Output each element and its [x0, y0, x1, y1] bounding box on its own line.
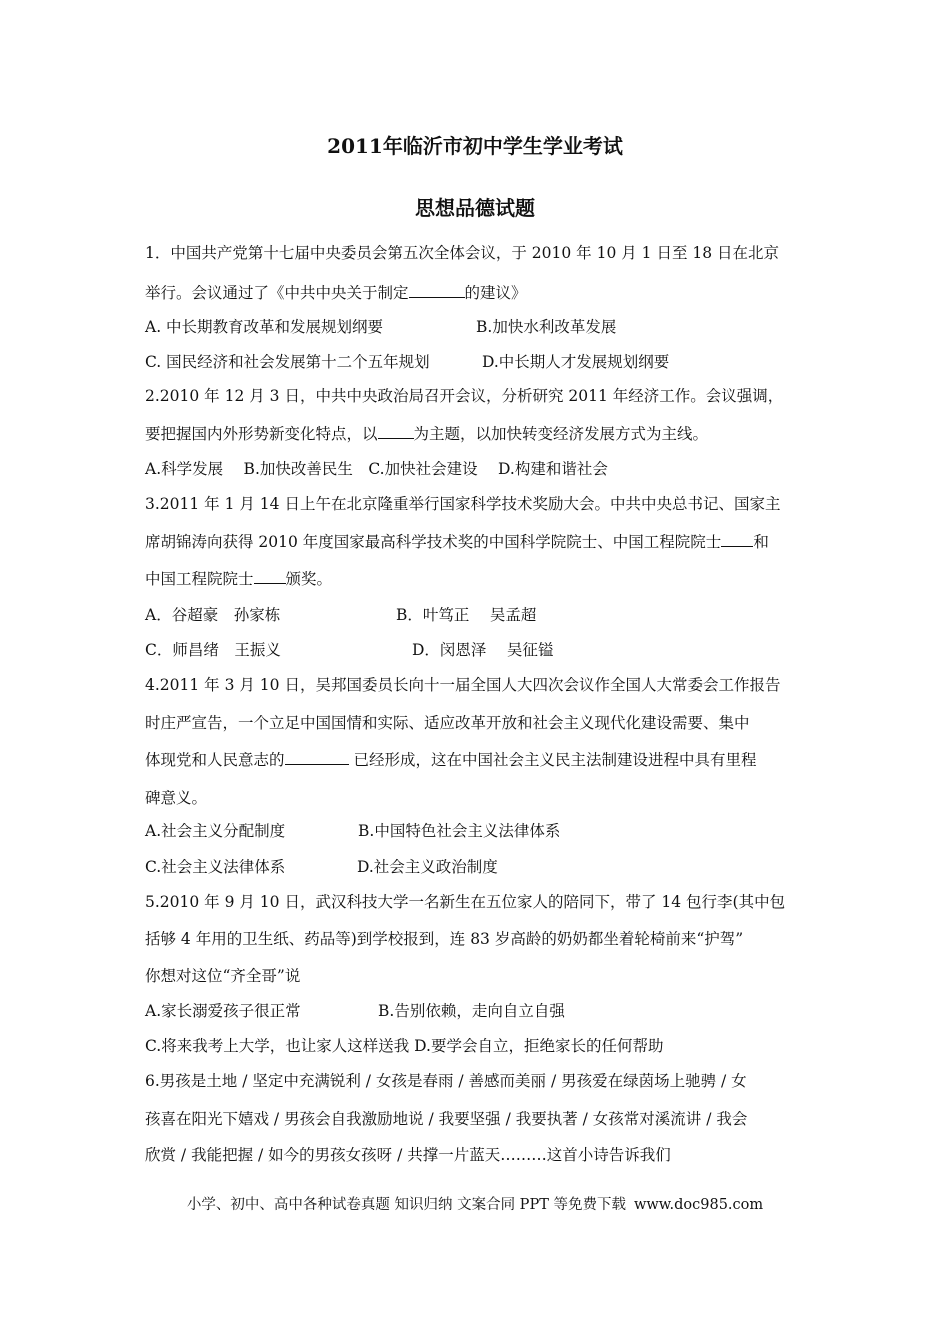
q6-line-1: 6.男孩是土地 / 坚定中充满锐利 / 女孩是春雨 / 善感而美丽 / 男孩爱在绿茵场上驰骋 / 女	[145, 1072, 747, 1090]
page-footer	[0, 1193, 950, 1214]
q1-option-b: B.加快水利改革发展	[476, 318, 617, 336]
q4-line-3-pre: 体现党和人民意志的	[145, 751, 285, 769]
q3-line-3-post: 颁奖。	[285, 570, 333, 588]
q5-option-b: B.告别依赖，走向自立自强	[378, 1002, 565, 1020]
q4-line-2: 时庄严宣告，一个立足中国国情和实际、适应改革开放和社会主义现代化建设需要、集中	[145, 714, 750, 732]
q3-option-c: C．师昌绪 王振义	[145, 641, 281, 659]
q4-option-a: A.社会主义分配制度	[145, 822, 286, 840]
q5-line-1: 5.2010 年 9 月 10 日，武汉科技大学一名新生在五位家人的陪同下，带了 14 包行李(其中包	[145, 893, 786, 911]
q1-option-a: A. 中长期教育改革和发展规划纲要	[145, 318, 384, 336]
q1-line-2-pre: 举行。会议通过了《中共中央关于制定	[145, 284, 409, 302]
q3-option-a: A．谷超豪 孙家栋	[145, 606, 281, 624]
q5-line-2: 括够 4 年用的卫生纸、药品等)到学校报到，连 83 岁高龄的奶奶都坐着轮椅前来“护驾”	[145, 930, 744, 948]
q4-line-3-post: 已经形成，这在中国社会主义民主法制建设进程中具有里程	[348, 751, 757, 769]
q2-options: A.科学发展 B.加快改善民生 C.加快社会建设 D.构建和谐社会	[145, 460, 608, 478]
q1-option-d: D.中长期人才发展规划纲要	[482, 353, 670, 371]
q6-line-3: 欣赏 / 我能把握 / 如今的男孩女孩呀 / 共撑一片蓝天………这首小诗告诉我们	[145, 1146, 671, 1164]
q4-line-4: 碑意义。	[145, 789, 208, 807]
q4-option-b: B.中国特色社会主义法律体系	[358, 822, 561, 840]
q4-line-1: 4.2011 年 3 月 10 日，吴邦国委员长向十一届全国人大四次会议作全国人大常委会工作报告	[145, 676, 781, 694]
q1-option-c: C. 国民经济和社会发展第十二个五年规划	[145, 353, 430, 371]
q1-line-2	[145, 283, 527, 303]
q3-line-2-post: 和	[753, 533, 769, 551]
q2-line-2-post: 为主题，以加快转变经济发展方式为主线。	[413, 425, 709, 443]
page-subtitle: 思想品德试题	[415, 196, 535, 220]
footer-url[interactable]: www.doc985.com	[633, 1197, 764, 1213]
footer-text: 小学、初中、高中各种试卷真题 知识归纳 文案合同 PPT 等免费下载	[186, 1197, 626, 1213]
q4-option-d: D.社会主义政治制度	[357, 858, 498, 876]
q6-line-2: 孩喜在阳光下嬉戏 / 男孩会自我激励地说 / 我要坚强 / 我要执著 / 女孩常对溪流讲 / 我会	[145, 1110, 748, 1128]
q5-option-a: A.家长溺爱孩子很正常	[145, 1002, 301, 1020]
q5-options-cd: C.将来我考上大学，也让家人这样送我 D.要学会自立，拒绝家长的任何帮助	[145, 1037, 664, 1055]
q5-line-3: 你想对这位“齐全哥”说	[145, 967, 301, 985]
answer-blank	[254, 569, 286, 584]
q3-option-b: B．叶笃正 吴孟超	[396, 606, 537, 624]
q3-line-3-pre: 中国工程院院士	[145, 570, 254, 588]
q2-line-2-pre: 要把握国内外形势新变化特点，以	[145, 425, 378, 443]
q4-line-3	[145, 750, 756, 770]
page-title: 2011年临沂市初中学生学业考试	[327, 134, 623, 158]
answer-blank	[378, 424, 414, 439]
answer-blank	[409, 283, 465, 298]
q3-line-1: 3.2011 年 1 月 14 日上午在北京隆重举行国家科学技术奖励大会。中共中央总书记、国家主	[145, 495, 781, 513]
answer-blank	[285, 750, 349, 765]
q2-line-1: 2.2010 年 12 月 3 日，中共中央政治局召开会议，分析研究 2011 年经济工作。会议强调，	[145, 387, 784, 405]
q3-option-d: D．闵恩泽 吴征镒	[412, 641, 554, 659]
q3-line-2-pre: 席胡锦涛向获得 2010 年度国家最高科学技术奖的中国科学院院士、中国工程院院士	[145, 533, 722, 551]
q2-line-2	[145, 424, 708, 444]
q4-option-c: C.社会主义法律体系	[145, 858, 286, 876]
q3-line-2	[145, 532, 769, 552]
q1-line-2-post: 的建议》	[464, 284, 527, 302]
q1-line-1: 1．中国共产党第十七届中央委员会第五次全体会议，于 2010 年 10 月 1 日至 18 日在北京	[145, 244, 780, 262]
answer-blank	[721, 532, 753, 547]
q3-line-3	[145, 569, 332, 589]
